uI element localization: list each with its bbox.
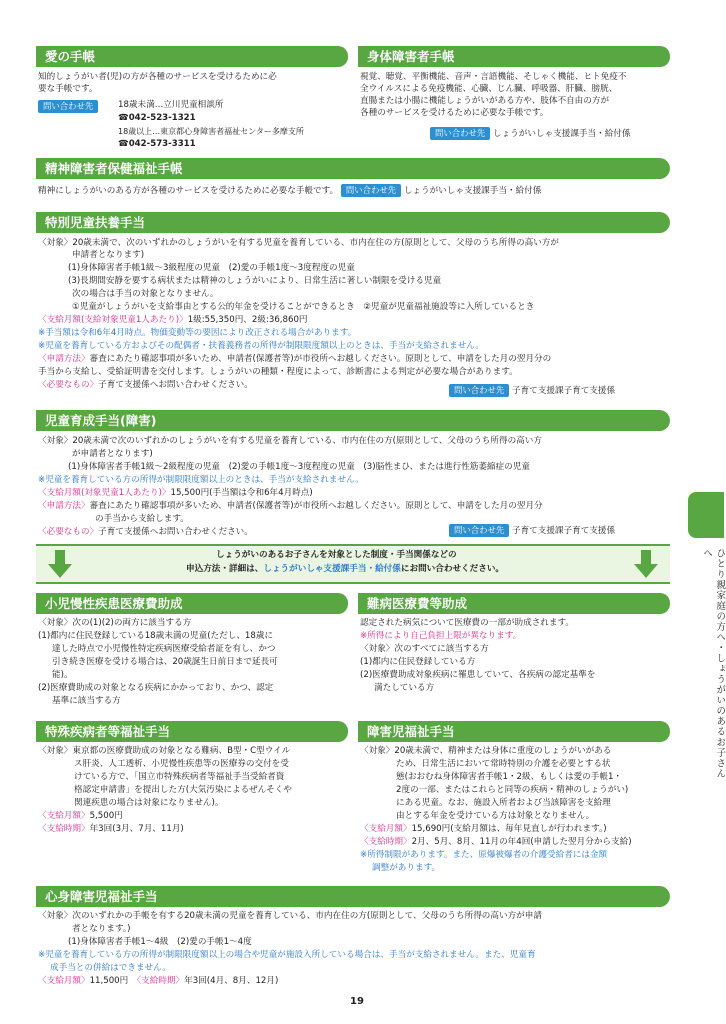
shinshin-time-label: 〈支給時期〉 [136,976,185,986]
tokubetsu-need [38,380,253,392]
ai-contact [38,100,98,114]
shogaiji-l1: 〈対象〉20歳未満で、精神または身体に重度のしょうがいがある [360,746,612,756]
ikusei-l1: 〈対象〉20歳未満で次のいずれかのしょうがいを有する児童を養育している、市内在住の方(原則として、父母のうち所得の高い方 [38,436,542,446]
nanbyo-l6: 満たしている方 [374,683,435,693]
shinshin-note2: 成手当との併給はできません。 [50,963,171,973]
ikusei-amount-value: 15,500円(手当額は令和6年4月時点) [170,488,313,498]
ai-ask-label: 問い合わせ先 [38,100,98,113]
tokubetsu-need-label: 〈必要なもの〉 [38,380,99,390]
tokubetsu-l3: (1)身体障害者手帳1級〜3級程度の児童 (2)愛の手帳1度〜3度程度の児童 [68,263,355,273]
shoman-l6: (2)医療費助成の対象となる疾病にかかっており、かつ、認定 [38,683,274,693]
tokushu-amount-value: 5,500円 [89,811,123,821]
tokubetsu-contact-text: 子育て支援課子育て支援係 [511,386,616,396]
nanbyo-l4: (1)都内に住民登録している方 [360,657,476,667]
shintai-desc-4: 各種のサービスを受けるために必要な手帳です。 [360,108,549,118]
seishin-row [38,184,541,198]
nanbyo-l3: 〈対象〉次のすべてに該当する方 [360,644,489,654]
shogaiji-l3: 態(おおむね身体障害者手帳1・2級、もしくは愛の手帳1・ [396,772,623,782]
ikusei-l3: (1)身体障害者手帳1級〜2級程度の児童 (2)愛の手帳1度〜3度程度の児童 (3)脳性まひ、または進行性筋萎縮症の児童 [68,462,530,472]
shogaiji-time-value: 2月、5月、8月、11月の年4回(申請した翌月分から支給) [411,837,632,847]
tokubetsu-note2: ※児童を養育している方およびその配偶者・扶養義務者の所得が制限限度額以上のときは、手当が支給されません。 [38,341,485,351]
ai-contact-2: ☎042-523-1321 [118,113,196,123]
shogaiji-amount [360,824,607,836]
nanbyo-l2: ※所得により自己負担上限が異なります。 [360,631,522,641]
ikusei-contact-text: 子育て支援課子育て支援係 [511,526,616,536]
shoman-l2: (1)都内に住民登録している18歳未満の児童(ただし、18歳に [38,631,274,641]
ikusei-app1: 審査にあたり確認事項が多いため、申請者(保護者等)が市役所へお越しください。原則として、申請をした月の翌月分 [89,501,543,511]
shogaiji-time-label: 〈支給時期〉 [360,837,412,847]
shinshin-amount-label: 〈支給月額〉 [38,976,90,986]
shoman-l5: 能)。 [52,670,73,680]
tokushu-l4: 格認定申請書」を提出した方(大気汚染によるぜんそくや [74,785,292,795]
tokubetsu-l1: 〈対象〉20歳未満で、次のいずれかのしょうがいを有する児童を養育している、市内在住の方(原則として、父母のうち所得の高い方が [38,238,559,248]
tokubetsu-l5: 次の場合は手当の対象となりません。 [72,289,219,299]
tokushu-l3: けている方で、「国立市特殊疾病者等福祉手当受給者資 [74,772,285,782]
shinshin-note1: ※児童を養育している方の所得が制限限度額以上の場合や児童が施設入所している場合は、手当が支給されません。また、児童育 [38,950,536,960]
shintai-contact [430,127,631,141]
shoman-l4: 引き続き医療を受ける場合は、20歳誕生日前日まで延長可 [52,657,278,667]
shintai-title: 身体障害者手帳 [358,46,670,67]
shogaiji-note2: 調整があります。 [372,863,441,873]
shinshin-amount-row [38,976,278,988]
shoman-l3: 達した時点で小児慢性特定疾病医療受給者証を有し、かつ [52,644,276,654]
tokushu-l1: 〈対象〉東京都の医療費助成の対象となる難病、B型・C型ウイル [38,746,291,756]
shogaiji-title: 障害児福祉手当 [358,721,670,742]
ikusei-amount [38,488,313,500]
ai-desc-2: 要な手帳です。 [38,84,98,94]
ikusei-note: ※児童を養育している方の所得が制限限度額以上のときは、手当が支給されません。 [38,475,364,485]
notice-l2a: 申込方法・詳細は、 [186,564,264,574]
tokushu-l2: ス肝炎、人工透析、小児慢性疾患等の医療券の交付を受 [74,759,289,769]
tokubetsu-app [38,354,551,366]
tokubetsu-title: 特別児童扶養手当 [36,212,670,233]
shogaiji-l5: にある児童。なお、施設入所者および当該障害を支給理 [396,798,611,808]
tokubetsu-app1: 審査にあたり確認事項が多いため、申請者(保護者等)が市役所へお越しください。原則として、申請をした月の翌月分の [89,354,552,364]
shinshin-amount-value: 11,500円 [89,976,129,986]
shogaiji-time [360,837,632,849]
tokushu-time [38,824,184,836]
ikusei-amount-label: 〈支給月額(対象児童1人あたり)〉 [38,488,171,498]
notice-l2b: しょうがいしゃ支援課手当・給付係 [263,564,401,574]
shogaiji-l6: 由とする年金を受けている方は対象となりません。 [396,811,595,821]
ikusei-need-value: 子育て支援係へお問い合わせください。 [98,527,253,537]
tokubetsu-note1: ※手当額は令和6年4月時点。物価変動等の要因により改正される場合があります。 [38,328,357,338]
ikusei-contact [449,524,615,538]
tokushu-amount [38,811,123,823]
notice-l2c: にお問い合わせください。 [400,564,505,574]
shogaiji-amount-value: 15,690円(支給月額は、毎年見直しが行われます。) [411,824,607,834]
shinshin-time-value: 年3回(4月、8月、12月) [184,976,279,986]
shogaiji-note1: ※所得制限があります。また、原爆被爆者の介護受給者には金額 [360,850,608,860]
tokushu-amount-label: 〈支給月額〉 [38,811,90,821]
side-tab-label: ひとり親家庭の方へ・しょうがいのあるお子さんへ [701,548,726,779]
ai-contact-4: ☎042-573-3311 [118,139,196,149]
shoman-title: 小児慢性疾患医療費助成 [36,593,348,614]
tokubetsu-need-value: 子育て支援係へお問い合わせください。 [98,380,253,390]
notice-line1: しょうがいのあるお子さんを対象とした制度・手当関係などの [216,550,457,560]
seishin-contact: しょうがいしゃ支援課手当・給付係 [403,186,542,196]
shogaiji-l2: ため、日常生活において常時特別の介護を必要とする状 [396,759,611,769]
shinshin-l3: (1)身体障害者手帳1〜4級 (2)愛の手帳1〜4度 [68,937,252,947]
tokubetsu-app-label: 〈申請方法〉 [38,354,90,364]
shinshin-l1: 〈対象〉次のいずれかの手帳を有する20歳未満の児童を養育している、市内在住の方(原則として、父母のうち所得の高い方が申請 [38,911,542,921]
tokubetsu-amount [38,315,308,327]
shinshin-l2: 者となります。) [72,924,131,934]
shintai-desc-2: 全ウイルスによる免疫機能、心臓、じん臓、呼吸器、肝臓、膀胱、 [360,84,618,94]
tokubetsu-amount-label: 〈支給月額(支給対象児童1人あたり)〉 [38,315,188,325]
tokubetsu-contact [449,384,615,398]
ikusei-title: 児童育成手当(障害) [36,410,670,431]
shinshin-title: 心身障害児福祉手当 [36,886,670,907]
ikusei-app2: の手当から支給します。 [95,514,189,524]
ai-title: 愛の手帳 [36,46,348,67]
tokushu-time-label: 〈支給時期〉 [38,824,90,834]
shogaiji-amount-label: 〈支給月額〉 [360,824,412,834]
shoman-l7: 基準に該当する方 [52,696,121,706]
ikusei-ask-label: 問い合わせ先 [449,524,509,537]
tokubetsu-l6: ①児童がしょうがいを支給事由とする公的年金を受けることができるとき ②児童が児童福祉施設等に入所しているとき [72,302,535,312]
tokushu-time-value: 年3回(3月、7月、11月) [89,824,184,834]
seishin-ask-label: 問い合わせ先 [341,184,401,197]
arrow-down-icon [632,548,660,580]
ikusei-need [38,527,253,539]
tokubetsu-app2: 手当から支給し、受給証明書を交付します。しょうがいの種類・程度によって、診断書による判定が必要な場合があります。 [38,367,518,377]
tokushu-title: 特殊疾病者等福祉手当 [36,721,348,742]
ikusei-l2: が申請者となります) [72,449,153,459]
notice-line2 [186,564,504,576]
shoman-l1: 〈対象〉次の(1)(2)の両方に該当する方 [38,618,192,628]
seishin-title: 精神障害者保健福祉手帳 [36,158,670,179]
tokubetsu-l4: (3)長期間安静を要する病状または精神のしょうがいにより、日常生活に著しい制限を受ける児童 [68,276,442,286]
nanbyo-title: 難病医療費等助成 [358,593,670,614]
shintai-contact-text: しょうがいしゃ支援課手当・給付係 [492,129,631,139]
nanbyo-l1: 認定された病気について医療費の一部が助成されます。 [360,618,574,628]
shintai-ask-label: 問い合わせ先 [430,127,490,140]
tokubetsu-ask-label: 問い合わせ先 [449,384,509,397]
tokubetsu-l2: 申請者となります) [72,250,145,260]
shintai-desc-1: 視覚、聴覚、平衡機能、音声・言語機能、そしゃく機能、ヒト免疫不 [360,72,627,82]
side-tab-marker [688,492,724,538]
ikusei-app [38,501,543,513]
arrow-down-icon [46,548,74,580]
ikusei-need-label: 〈必要なもの〉 [38,527,99,537]
seishin-desc: 精神にしょうがいのある方が各種のサービスを受けるために必要な手帳です。 [38,186,339,196]
shintai-desc-3: 直腸または小腸に機能しょうがいがある方や、肢体不自由の方が [360,96,610,106]
tokubetsu-amount-value: 1級:55,350円、2級:36,860円 [187,315,308,325]
ai-contact-3: 18歳以上…東京都心身障害者福祉センター多摩支所 [118,127,304,136]
tokushu-l5: 関連疾患の場合は対象になりません)。 [74,798,224,808]
page-number: 19 [350,996,364,1007]
shogaiji-l4: 2度の一部、またはこれらと同等の疾病・精神のしょうがい) [396,785,629,795]
ai-desc-1: 知的しょうがい者(児)の方が各種のサービスを受けるために必 [38,72,277,82]
ai-contact-1: 18歳未満…立川児童相談所 [118,100,224,110]
ikusei-app-label: 〈申請方法〉 [38,501,90,511]
nanbyo-l5: (2)医療費助成対象疾病に罹患していて、各疾病の認定基準を [360,670,596,680]
